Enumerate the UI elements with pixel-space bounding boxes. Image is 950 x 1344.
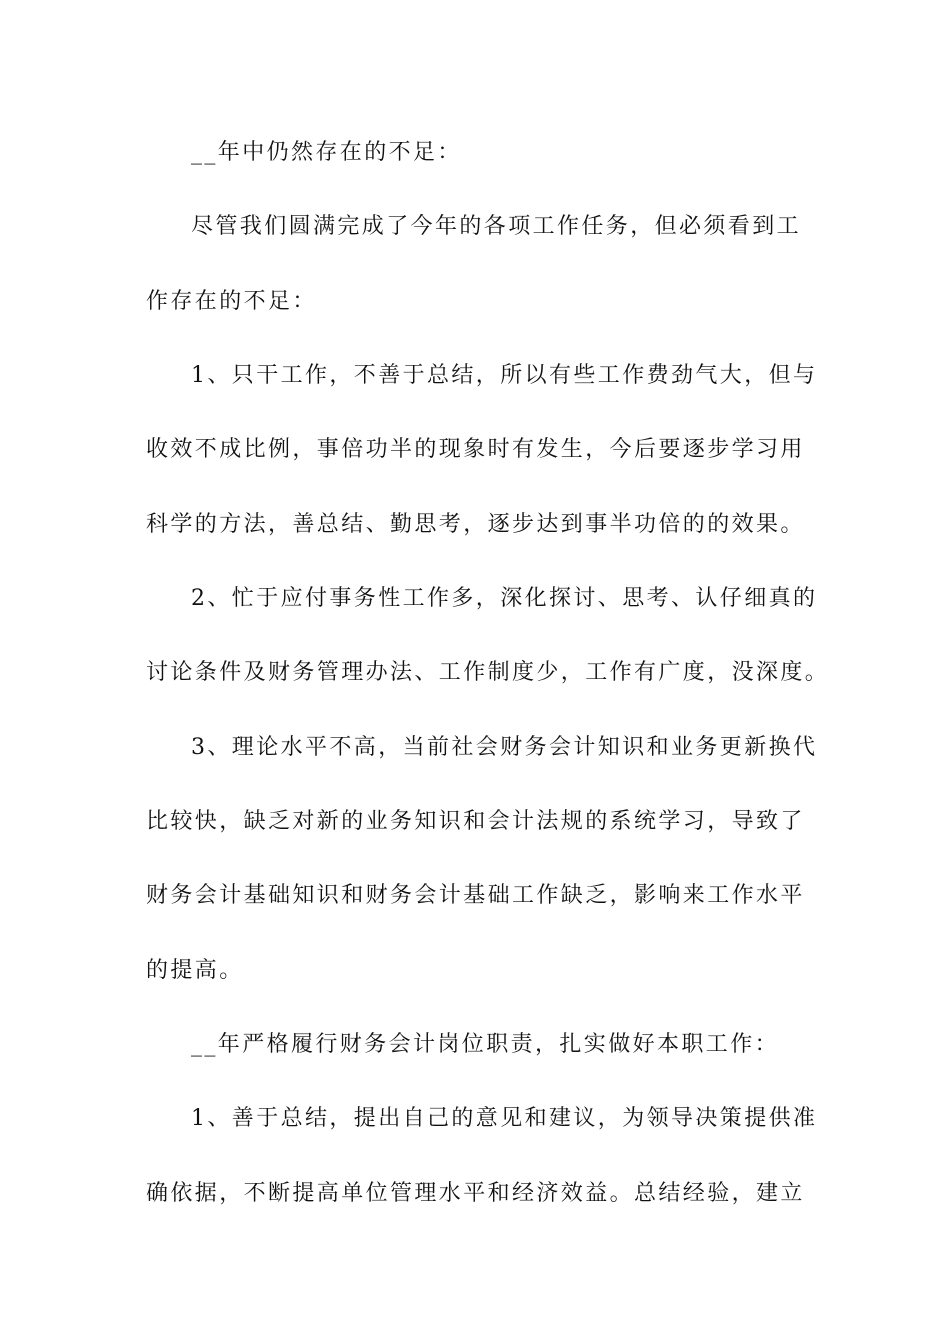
text-line-9: 3、理论水平不高，当前社会财务会计知识和业务更新换代 [191,735,818,760]
text-line-7: 2、忙于应付事务性工作多，深化探讨、思考、认仔细真的 [191,586,818,611]
text-line-2: 尽管我们圆满完成了今年的各项工作任务，但必须看到工 [191,214,802,239]
text-line-14: 1、善于总结，提出自己的意见和建议，为领导决策提供准 [191,1106,818,1131]
text-line-15: 确依据，不断提高单位管理水平和经济效益。总结经验，建立 [146,1181,805,1206]
text-line-4: 1、只干工作，不善于总结，所以有些工作费劲气大，但与 [191,363,818,388]
text-line-10: 比较快，缺乏对新的业务知识和会计法规的系统学习，导致了 [146,809,805,834]
text-line-13: __年严格履行财务会计岗位职责，扎实做好本职工作： [191,1032,780,1057]
text-line-8: 讨论条件及财务管理办法、工作制度少，工作有广度，没深度。 [146,660,830,685]
text-line-3: 作存在的不足： [146,289,317,314]
text-line-5: 收效不成比例，事倍功半的现象时有发生，今后要逐步学习用 [146,437,805,462]
text-line-11: 财务会计基础知识和财务会计基础工作缺乏，影响来工作水平 [146,883,805,908]
text-line-1: __年中仍然存在的不足： [191,140,462,165]
text-line-12: 的提高。 [146,958,244,983]
text-line-6: 科学的方法，善总结、勤思考，逐步达到事半功倍的的效果。 [146,512,805,537]
